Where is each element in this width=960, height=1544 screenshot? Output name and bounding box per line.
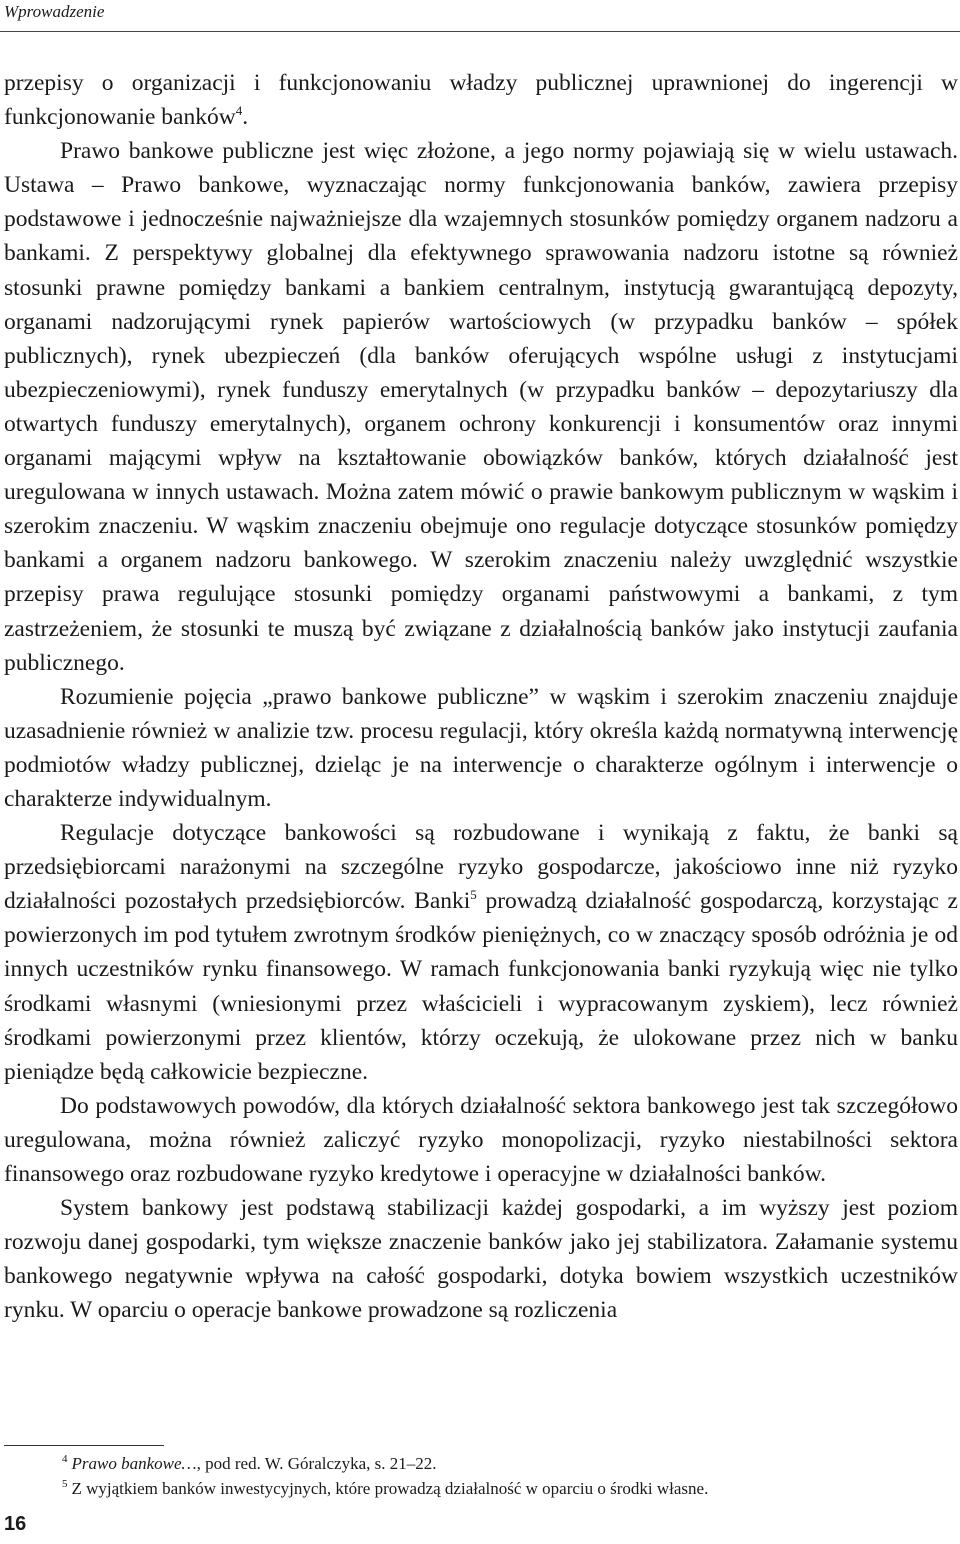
- footnote-title: Prawo bankowe…: [71, 1454, 197, 1473]
- paragraph: Do podstawowych powodów, dla których działalność sektora bankowego jest tak szczegółowo uregulowana, można również zaliczyć ryzyko monopolizacji, ryzyko niestabilności sektora finansowego oraz rozbudowane ryzyko kredytowe i operacyjne w działalności banków.: [4, 1092, 958, 1187]
- paragraph: [4, 816, 958, 1089]
- running-head: Wprowadzenie: [4, 2, 105, 21]
- footnote-rule: [4, 1445, 164, 1446]
- footnote-text: , pod red. W. Góralczyka, s. 21–22.: [196, 1454, 437, 1473]
- paragraph: System bankowy jest podstawą stabilizacji każdej gospodarki, a im wyższy jest poziom rozwoju danej gospodarki, tym większe znaczenie banków jako jej stabilizatora. Załamanie systemu bankowego negatywnie wpływa na całość gospodarki, dotyka bowiem wszystkich uczestników rynku. W oparciu o operacje bankowe prowadzone są rozliczenia: [4, 1195, 958, 1324]
- header-rule: [0, 31, 960, 32]
- paragraph: [4, 66, 958, 134]
- paragraph-text: prowadzą działalność gospodarczą, korzystając z powierzonych im pod tytułem zwrotnym środków pieniężnych, co w znaczący sposób odróżnia je od innych uczestników rynku finansowego. W ramach funkcjonowania banki ryzykują więc nie tylko środkami własnymi (wniesionymi przez właścicieli i wypracowanym zyskiem), lecz również środkami powierzonymi przez klientów, którzy oczekują, że ulokowane przez nich w banku pieniądze będą całkowicie bezpieczne.: [4, 888, 958, 1085]
- paragraph-text: .: [242, 104, 249, 131]
- paragraph: Prawo bankowe publiczne jest więc złożone, a jego normy pojawiają się w wielu ustawach. Ustawa – Prawo bankowe, wyznaczając normy funkcjonowania banków, zawiera przepisy podstawowe i jednocześnie najważniejsze dla wzajemnych stosunków pomiędzy organem nadzoru a bankami. Z perspektywy globalnej dla efektywnego sprawowania nadzoru istotne są również stosunki prawne pomiędzy bankami a bankiem centralnym, instytucją gwarantującą depozyty, organami nadzorującymi rynek papierów wartościowych (w przypadku banków – spółek publicznych), rynek ubezpieczeń (dla banków oferujących wspólne usługi z instytucjami ubezpieczeniowymi), rynek funduszy emerytalnych (w przypadku banków – depozytariuszy dla otwartych funduszy emerytalnych), organem ochrony konkurencji i konsumentów oraz innymi organami mającymi wpływ na kształtowanie obowiązków banków, których działalność jest uregulowana w innych ustawach. Można zatem mówić o prawie bankowym publicznym w wąskim i szerokim znaczeniu. W wąskim znaczeniu obejmuje ono regulacje dotyczące stosunków pomiędzy bankami a organem nadzoru bankowego. W szerokim znaczeniu należy uwzględnić wszystkie przepisy prawa regulujące stosunki pomiędzy organami państwowymi a bankami, z tym zastrzeżeniem, że stosunki te muszą być związane z działalnością banków jako instytucji zaufania publicznego.: [4, 138, 958, 676]
- main-text: [4, 66, 958, 1327]
- footnote: [62, 1476, 952, 1501]
- footnote-ref[interactable]: 4: [235, 103, 243, 119]
- footnote-ref[interactable]: 5: [470, 887, 477, 903]
- page-number: 16: [4, 1513, 27, 1535]
- paragraph-text: Regulacje dotyczące bankowości są rozbudowane i wynikają z faktu, że banki są przedsiębiorcami narażonymi na szczególne ryzyko gospodarcze, jakościowo inne niż ryzyko działalności pozostałych przedsiębiorców. Banki: [4, 820, 958, 915]
- footnotes: [62, 1451, 952, 1501]
- paragraph: Rozumienie pojęcia „prawo bankowe publiczne” w wąskim i szerokim znaczeniu znajduje uzasadnienie również w analizie tzw. procesu regulacji, który określa każdą normatywną interwencję podmiotów władzy publicznej, dzieląc je na interwencje o charakterze ogólnym i interwencje o charakterze indywidualnym.: [4, 683, 958, 812]
- footnote-number: 4: [62, 1453, 68, 1466]
- footnote: [62, 1451, 952, 1476]
- footnote-text: Z wyjątkiem banków inwestycyjnych, które prowadzą działalność w oparciu o środki własne.: [71, 1479, 709, 1498]
- footnote-number: 5: [62, 1478, 68, 1491]
- paragraph-text: przepisy o organizacji i funkcjonowaniu władzy publicznej uprawnionej do ingerencji w funkcjonowanie banków: [4, 70, 958, 131]
